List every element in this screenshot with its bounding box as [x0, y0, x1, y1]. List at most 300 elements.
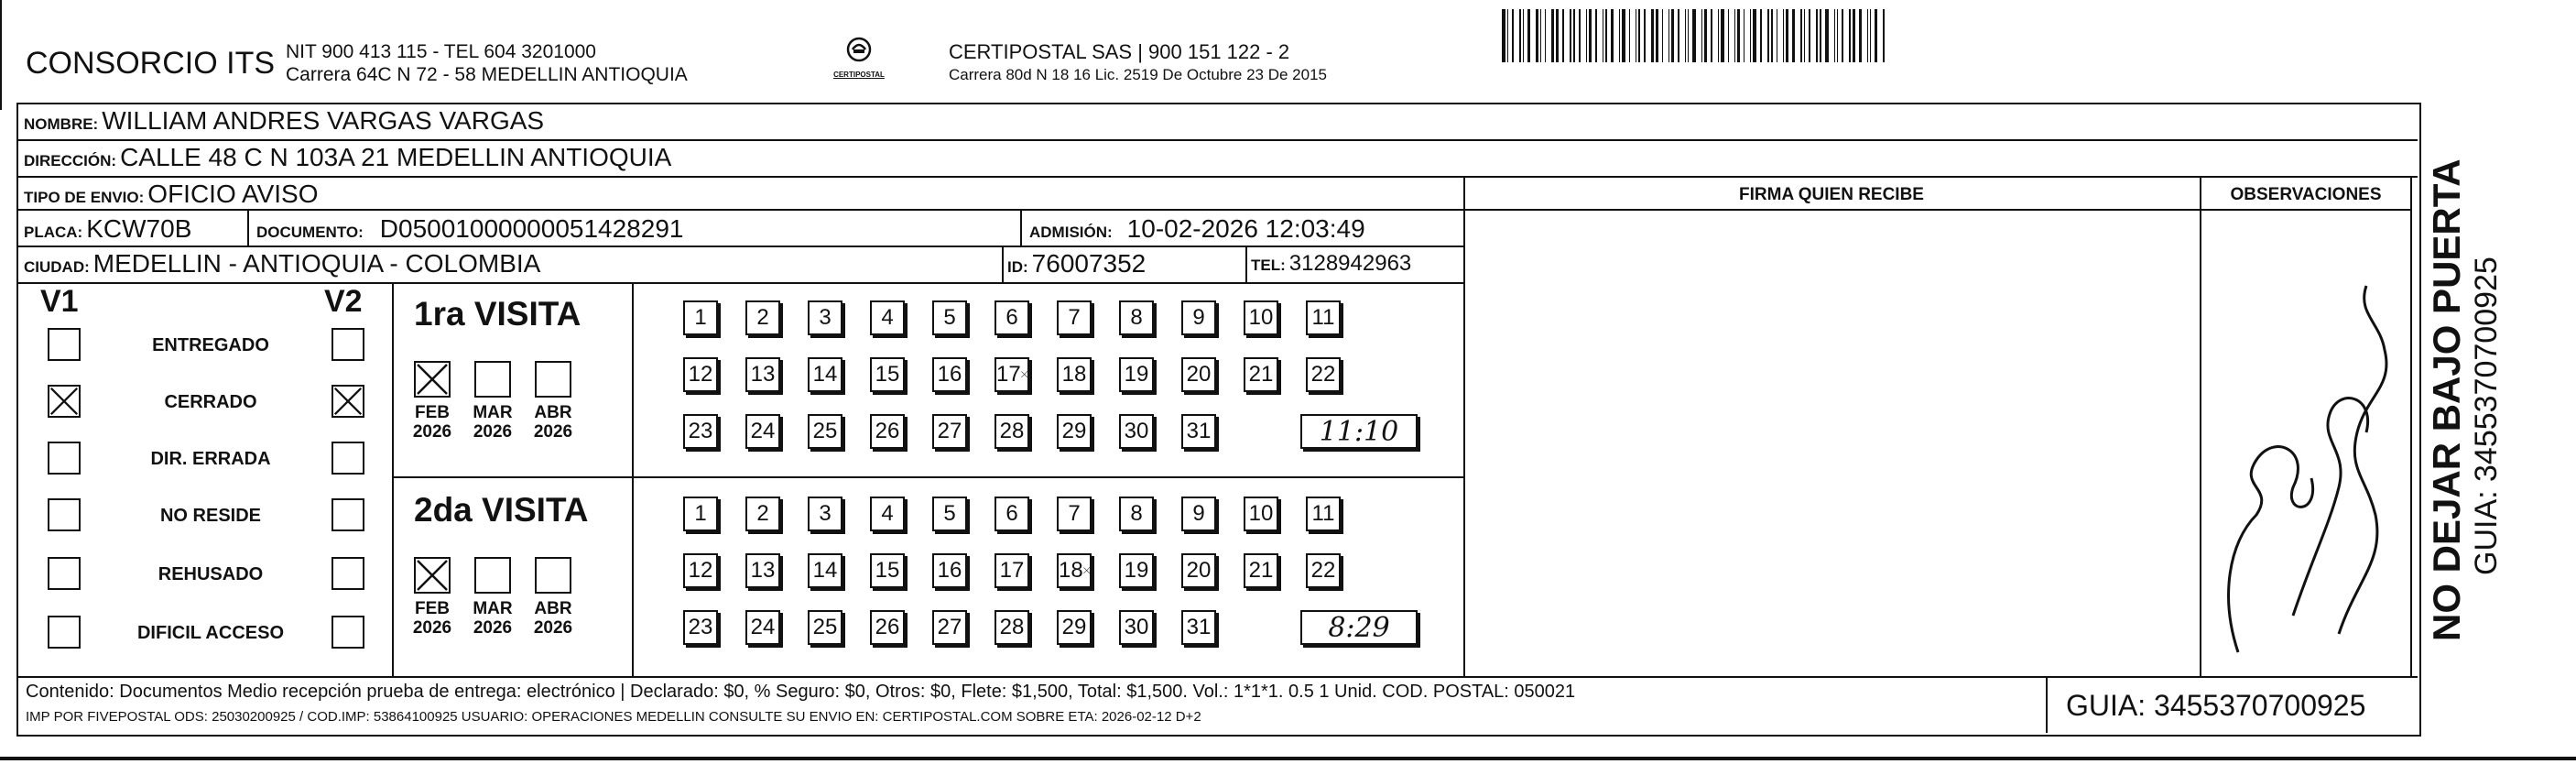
status-v2-checkbox[interactable] [332, 498, 364, 531]
day-box[interactable] [745, 553, 780, 588]
barcode-bar [1595, 9, 1596, 62]
barcode-bar [1586, 9, 1587, 62]
barcode-bar [1692, 9, 1696, 62]
day-box[interactable] [1057, 553, 1092, 588]
divider [1020, 209, 1022, 246]
id-value: 76007352 [1031, 249, 1147, 278]
day-box[interactable] [745, 300, 780, 335]
month-checkbox[interactable] [414, 361, 451, 398]
month-label [467, 599, 518, 638]
logo-caption: CERTIPOSTAL [833, 71, 885, 79]
day-box[interactable] [932, 553, 967, 588]
company-name: CONSORCIO ITS [26, 46, 276, 81]
day-number: 16 [937, 362, 962, 387]
ciudad-label: CIUDAD: [24, 258, 90, 276]
footer-guia: GUIA: 3455370700925 [2066, 689, 2366, 722]
status-label: DIR. ERRADA [150, 449, 271, 469]
barcode-bar [1792, 9, 1796, 62]
nombre-row [24, 106, 544, 136]
barcode-bar [1579, 9, 1580, 62]
barcode-bar [1853, 9, 1856, 62]
day-box[interactable] [683, 300, 718, 335]
barcode-bar [1619, 9, 1620, 62]
day-number: 14 [812, 362, 838, 387]
day-box[interactable] [995, 300, 1029, 335]
v2-label: V2 [324, 284, 363, 319]
day-number: 28 [999, 615, 1025, 639]
day-number: 15 [875, 558, 900, 583]
tipo-row [24, 180, 318, 209]
barcode-bar [1760, 9, 1762, 62]
day-number: 3 [819, 305, 831, 330]
day-box[interactable] [1057, 610, 1092, 645]
month-label [407, 599, 458, 638]
day-number: 18 [1059, 558, 1083, 583]
day-number: 21 [1248, 558, 1274, 583]
company-info [286, 40, 688, 86]
visit-title: 1ra VISITA [414, 295, 582, 333]
day-box[interactable] [1181, 300, 1216, 335]
day-number: 19 [1124, 362, 1149, 387]
barcode-bar [1527, 9, 1531, 62]
day-box[interactable] [745, 357, 780, 392]
barcode-bar [1734, 9, 1735, 62]
day-box[interactable] [1306, 300, 1341, 335]
day-box[interactable] [683, 414, 718, 449]
day-box[interactable] [932, 497, 967, 531]
footer-print-line: IMP POR FIVEPOSTAL ODS: 25030200925 / COD.IMP: 53864100925 USUARIO: OPERACIONES MEDELLIN CONSULTE SU ENVIO EN: CERTIPOSTAL.COM SOBRE ETA: 2026-02-12 D+2 [26, 709, 1201, 725]
barcode-bar [1502, 9, 1505, 62]
barcode-bar [1570, 9, 1571, 62]
day-box[interactable] [870, 610, 905, 645]
status-v1-checkbox[interactable] [48, 385, 81, 418]
tel-row [1251, 251, 1411, 277]
barcode-bar [1834, 9, 1835, 62]
barcode-bar [1701, 9, 1702, 62]
barcode-bar [1638, 9, 1640, 62]
visit-time: 11:10 [1300, 414, 1418, 449]
nombre-value: WILLIAM ANDRES VARGAS VARGAS [102, 106, 545, 135]
day-number: 23 [688, 419, 713, 443]
placa-row [24, 214, 191, 244]
day-box[interactable] [1181, 414, 1216, 449]
day-box[interactable] [808, 300, 842, 335]
documento-value: D05001000000051428291 [379, 214, 684, 243]
month-year: 2026 [412, 618, 452, 638]
month-checkbox[interactable] [474, 361, 511, 398]
divider [392, 476, 1463, 478]
day-number: 6 [1005, 501, 1018, 526]
day-box[interactable] [1119, 300, 1154, 335]
day-box[interactable] [932, 300, 967, 335]
day-box[interactable] [1181, 553, 1216, 588]
barcode-bar [1711, 9, 1712, 62]
barcode-bar [1750, 9, 1751, 62]
day-number: 25 [812, 615, 838, 639]
day-number: 31 [1186, 615, 1212, 639]
day-number: 10 [1248, 501, 1274, 526]
barcode-bar [1629, 9, 1630, 62]
month-name: ABR [534, 599, 572, 618]
barcode-bar [1867, 9, 1868, 62]
barcode-bar [1562, 9, 1563, 62]
day-mark-icon [1083, 567, 1090, 573]
barcode-bar [1804, 9, 1805, 62]
admision-label: ADMISIÓN: [1029, 224, 1113, 241]
day-box[interactable] [1306, 553, 1341, 588]
day-number: 20 [1186, 362, 1212, 387]
barcode-bar [1842, 9, 1843, 62]
day-box[interactable] [870, 497, 905, 531]
status-label: NO RESIDE [159, 506, 262, 526]
company-address: Carrera 64C N 72 - 58 MEDELLIN ANTIOQUIA [286, 64, 688, 85]
tipo-label: TIPO DE ENVIO: [24, 189, 145, 206]
day-number: 3 [819, 501, 831, 526]
status-v1-checkbox[interactable] [48, 442, 81, 475]
barcode-bar [1685, 9, 1686, 62]
tipo-value: OFICIO AVISO [147, 180, 319, 208]
status-v1-checkbox[interactable] [48, 498, 81, 531]
day-number: 5 [943, 501, 956, 526]
day-mark-icon [1021, 371, 1027, 377]
day-number: 23 [688, 615, 713, 639]
barcode-bar [1721, 9, 1724, 62]
day-box[interactable] [870, 553, 905, 588]
barcode-bar [1556, 9, 1560, 62]
placa-label: PLACA: [24, 224, 83, 241]
day-number: 2 [756, 305, 769, 330]
barcode-bar [1507, 9, 1508, 62]
day-number: 22 [1310, 558, 1336, 583]
admision-value: 10-02-2026 12:03:49 [1126, 214, 1365, 243]
day-number: 28 [999, 419, 1025, 443]
barcode-bar [1519, 9, 1520, 62]
day-box[interactable] [1306, 357, 1341, 392]
operator-license: Carrera 80d N 18 16 Lic. 2519 De Octubre 23 De 2015 [949, 66, 1327, 83]
barcode-bar [1875, 9, 1876, 62]
operator-name: CERTIPOSTAL SAS | 900 151 122 - 2 [949, 40, 1290, 63]
divider [2046, 676, 2048, 733]
id-label: ID: [1007, 258, 1028, 276]
day-number: 15 [875, 362, 900, 387]
day-box[interactable] [808, 414, 842, 449]
barcode-bar [1849, 9, 1850, 62]
day-box[interactable] [808, 357, 842, 392]
company-nit: NIT 900 413 115 - TEL 604 3201000 [286, 41, 596, 62]
barcode-bar [1540, 9, 1541, 62]
operator-info [949, 40, 1327, 86]
certipostal-logo [831, 37, 886, 82]
status-v2-checkbox[interactable] [332, 442, 364, 475]
month-name: FEB [415, 403, 450, 422]
barcode-bar [1605, 9, 1607, 62]
side-guia: GUIA: 3455370700925 [2469, 257, 2504, 575]
day-number: 13 [750, 362, 776, 387]
divider [16, 282, 1463, 284]
day-number: 13 [750, 558, 776, 583]
barcode-bar [1512, 9, 1514, 62]
day-box[interactable] [808, 610, 842, 645]
barcode-bar [1718, 9, 1719, 62]
day-box[interactable] [1119, 497, 1154, 531]
barcode-bar [1816, 9, 1817, 62]
divider [1002, 246, 1004, 282]
documento-label: DOCUMENTO: [256, 224, 364, 241]
day-number: 9 [1192, 305, 1205, 330]
direccion-row [24, 143, 671, 172]
nombre-label: NOMBRE: [24, 115, 99, 133]
day-box[interactable] [808, 497, 842, 531]
barcode-bar [1820, 9, 1821, 62]
day-box[interactable] [1181, 610, 1216, 645]
day-number: 24 [750, 419, 776, 443]
divider [1463, 209, 2412, 211]
tel-value: 3128942963 [1288, 251, 1412, 276]
observaciones-header: OBSERVACIONES [2230, 185, 2382, 204]
day-box[interactable] [745, 610, 780, 645]
day-number: 7 [1068, 501, 1081, 526]
status-label: ENTREGADO [152, 335, 269, 355]
day-box[interactable] [870, 357, 905, 392]
barcode-bar [1656, 9, 1658, 62]
divider [16, 176, 2418, 178]
status-v2-checkbox[interactable] [332, 328, 364, 361]
certipostal-logo-icon [841, 37, 877, 66]
day-box[interactable] [995, 553, 1029, 588]
day-number: 26 [875, 419, 900, 443]
day-box[interactable] [995, 357, 1029, 392]
day-box[interactable] [1181, 497, 1216, 531]
barcode-bar [1809, 9, 1810, 62]
day-box[interactable] [745, 414, 780, 449]
month-year: 2026 [412, 422, 452, 442]
day-number: 21 [1248, 362, 1274, 387]
barcode-bar [1825, 9, 1829, 62]
status-label: DIFICIL ACCESO [136, 623, 284, 643]
barcode-bar [1622, 9, 1625, 62]
divider [2410, 176, 2412, 676]
day-box[interactable] [1244, 357, 1278, 392]
barcode-bar [1573, 9, 1575, 62]
day-number: 1 [694, 501, 707, 526]
divider [1463, 176, 1465, 676]
day-box[interactable] [1057, 357, 1092, 392]
direccion-label: DIRECCIÓN: [24, 152, 117, 169]
day-number: 22 [1310, 362, 1336, 387]
side-warning: NO DEJAR BAJO PUERTA [2425, 158, 2468, 641]
barcode-bar [1786, 9, 1788, 62]
barcode-bar [1837, 9, 1838, 62]
barcode-bar [1704, 9, 1706, 62]
day-number: 29 [1061, 419, 1087, 443]
day-number: 8 [1130, 501, 1143, 526]
visit-time: 8:29 [1300, 610, 1418, 645]
ciudad-row [24, 249, 540, 278]
day-number: 11 [1311, 501, 1335, 526]
month-checkbox[interactable] [414, 557, 451, 594]
day-number: 17 [999, 558, 1025, 583]
day-number: 30 [1124, 615, 1149, 639]
day-box[interactable] [683, 553, 718, 588]
direccion-value: CALLE 48 C N 103A 21 MEDELLIN ANTIOQUIA [120, 143, 672, 171]
day-box[interactable] [1306, 497, 1341, 531]
day-box[interactable] [870, 300, 905, 335]
day-number: 4 [881, 501, 894, 526]
day-box[interactable] [683, 357, 718, 392]
day-number: 31 [1186, 419, 1212, 443]
barcode-bar [1589, 9, 1592, 62]
day-box[interactable] [1057, 497, 1092, 531]
month-year: 2026 [533, 422, 573, 442]
day-number: 25 [812, 419, 838, 443]
placa-value: KCW70B [86, 214, 192, 243]
month-checkbox[interactable] [535, 557, 571, 594]
barcode-bar [1678, 9, 1679, 62]
month-year: 2026 [473, 618, 513, 638]
divider [392, 282, 394, 676]
status-v1-checkbox[interactable] [48, 616, 81, 649]
id-row [1007, 249, 1146, 278]
day-number: 30 [1124, 419, 1149, 443]
status-v2-checkbox[interactable] [332, 616, 364, 649]
day-box[interactable] [1119, 610, 1154, 645]
month-checkbox[interactable] [535, 361, 571, 398]
observaciones-handwriting [2201, 213, 2408, 671]
day-number: 29 [1061, 615, 1087, 639]
day-number: 16 [937, 558, 962, 583]
divider [16, 209, 1463, 211]
month-label [527, 599, 579, 638]
day-number: 5 [943, 305, 956, 330]
day-box[interactable] [995, 414, 1029, 449]
month-name: FEB [415, 599, 450, 618]
day-box[interactable] [1244, 553, 1278, 588]
month-name: ABR [534, 403, 572, 422]
firma-header: FIRMA QUIEN RECIBE [1739, 185, 1924, 204]
barcode-bar [1783, 9, 1784, 62]
day-box[interactable] [1119, 414, 1154, 449]
day-box[interactable] [683, 610, 718, 645]
day-box[interactable] [1119, 553, 1154, 588]
day-box[interactable] [1057, 414, 1092, 449]
day-number: 24 [750, 615, 776, 639]
barcode [1502, 9, 1886, 62]
day-box[interactable] [932, 357, 967, 392]
status-label: REHUSADO [158, 564, 264, 584]
divider [632, 282, 634, 676]
month-label [467, 403, 518, 442]
day-number: 20 [1186, 558, 1212, 583]
day-number: 26 [875, 615, 900, 639]
documento-row [256, 214, 683, 244]
top-rule [0, 0, 2, 110]
day-number: 12 [688, 362, 713, 387]
day-box[interactable] [932, 610, 967, 645]
day-number: 4 [881, 305, 894, 330]
divider [16, 139, 2418, 141]
ciudad-value: MEDELLIN - ANTIOQUIA - COLOMBIA [92, 249, 541, 278]
day-number: 19 [1124, 558, 1149, 583]
day-box[interactable] [745, 497, 780, 531]
barcode-bar [1668, 9, 1669, 62]
month-name: MAR [473, 403, 513, 422]
footer-content-line: Contenido: Documentos Medio recepción prueba de entrega: electrónico | Declarado: $0, % Seguro: $0, Otros: $0, Flete: $1,500, Total: $1,500. Vol.: 1*1*1. 0.5 1 Unid. COD. POSTAL: 050021 [26, 682, 1576, 702]
day-number: 11 [1311, 305, 1335, 330]
barcode-bar [1859, 9, 1861, 62]
divider [247, 209, 249, 246]
barcode-bar [1551, 9, 1553, 62]
status-v2-checkbox[interactable] [332, 557, 364, 590]
day-box[interactable] [995, 497, 1029, 531]
day-box[interactable] [1244, 300, 1278, 335]
barcode-bar [1671, 9, 1673, 62]
day-number: 14 [812, 558, 838, 583]
divider [16, 676, 2418, 678]
day-number: 2 [756, 501, 769, 526]
barcode-bar [1523, 9, 1524, 62]
barcode-bar [1737, 9, 1739, 62]
month-checkbox[interactable] [474, 557, 511, 594]
barcode-bar [1728, 9, 1729, 62]
status-v1-checkbox[interactable] [48, 557, 81, 590]
day-box[interactable] [1181, 357, 1216, 392]
barcode-bar [1662, 9, 1663, 62]
month-year: 2026 [533, 618, 573, 638]
barcode-bar [1536, 9, 1538, 62]
month-label [527, 403, 579, 442]
day-box[interactable] [870, 414, 905, 449]
divider [1245, 246, 1247, 282]
day-box[interactable] [1244, 497, 1278, 531]
day-number: 10 [1248, 305, 1274, 330]
day-box[interactable] [1057, 300, 1092, 335]
admision-row [1029, 214, 1365, 244]
status-v1-checkbox[interactable] [48, 328, 81, 361]
barcode-bar [1870, 9, 1871, 62]
barcode-bar [1800, 9, 1801, 62]
day-box[interactable] [932, 414, 967, 449]
day-number: 27 [937, 419, 962, 443]
barcode-bar [1545, 9, 1546, 62]
day-number: 18 [1061, 362, 1087, 387]
v1-label: V1 [40, 284, 79, 319]
status-v2-checkbox[interactable] [332, 385, 364, 418]
day-number: 8 [1130, 305, 1143, 330]
barcode-bar [1651, 9, 1655, 62]
barcode-bar [1611, 9, 1613, 62]
day-number: 7 [1068, 305, 1081, 330]
day-number: 17 [996, 362, 1021, 387]
barcode-bar [1753, 9, 1756, 62]
barcode-bar [1771, 9, 1773, 62]
day-box[interactable] [683, 497, 718, 531]
day-box[interactable] [808, 553, 842, 588]
day-box[interactable] [1119, 357, 1154, 392]
cut-line [0, 757, 2576, 760]
month-name: MAR [473, 599, 513, 618]
barcode-bar [1767, 9, 1768, 62]
day-number: 27 [937, 615, 962, 639]
barcode-bar [1644, 9, 1645, 62]
status-label: CERRADO [164, 392, 257, 412]
day-number: 1 [694, 305, 707, 330]
barcode-bar [1883, 9, 1885, 62]
day-number: 12 [688, 558, 713, 583]
visit-title: 2da VISITA [414, 491, 589, 529]
day-box[interactable] [995, 610, 1029, 645]
tel-label: TEL: [1251, 257, 1286, 274]
month-year: 2026 [473, 422, 513, 442]
